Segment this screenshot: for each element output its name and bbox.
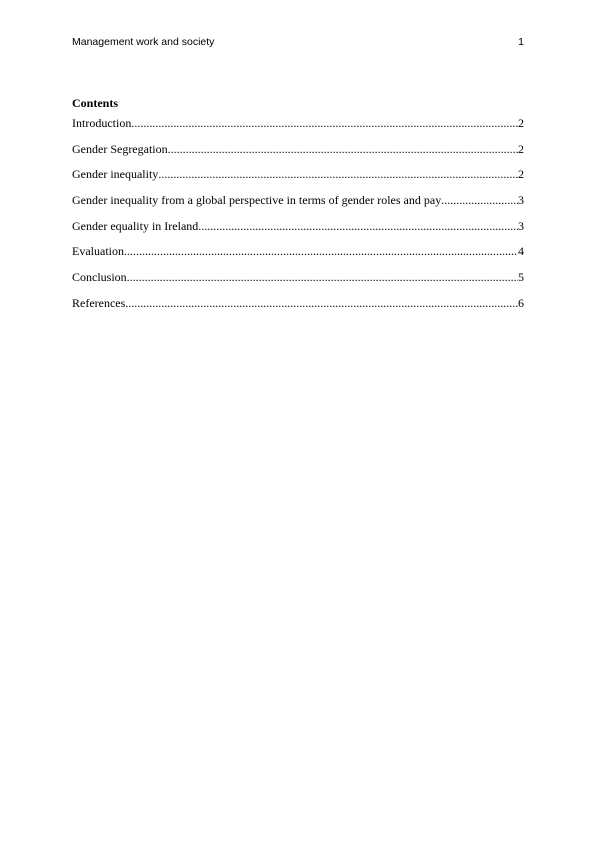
- toc-entry-label: Gender Segregation: [72, 141, 168, 156]
- toc-dot-leader: [125, 295, 518, 311]
- toc-entry-page: 2: [518, 116, 524, 130]
- table-of-contents: [72, 95, 524, 321]
- toc-entry-introduction[interactable]: [72, 115, 524, 131]
- toc-entry-label: Evaluation: [72, 244, 124, 259]
- header-page-number: 1: [518, 36, 524, 48]
- toc-entry-label: Gender inequality: [72, 167, 159, 182]
- toc-heading: Contents: [72, 96, 119, 110]
- toc-entry-page: 5: [518, 270, 524, 285]
- toc-entry-gender-equality-ireland[interactable]: [72, 218, 524, 234]
- toc-entry-gender-inequality[interactable]: [72, 166, 524, 182]
- toc-dot-leader: [441, 192, 518, 208]
- toc-dot-leader: [131, 115, 518, 131]
- header-title: Management work and society: [72, 36, 215, 48]
- toc-entry-page: 6: [518, 295, 524, 310]
- toc-entry-gender-segregation[interactable]: [72, 141, 524, 157]
- page-header: [72, 36, 524, 50]
- toc-entry-page: 2: [518, 141, 524, 156]
- toc-dot-leader: [198, 218, 518, 234]
- toc-entry-label: Gender equality in Ireland: [72, 218, 199, 233]
- toc-entry-global-perspective[interactable]: [72, 192, 524, 208]
- toc-entry-label: References: [72, 295, 126, 310]
- toc-entry-page: 4: [518, 244, 524, 259]
- toc-entry-page: 3: [518, 218, 524, 233]
- toc-entry-evaluation[interactable]: [72, 243, 524, 259]
- toc-dot-leader: [158, 166, 518, 182]
- toc-dot-leader: [124, 243, 518, 259]
- toc-dot-leader: [168, 141, 518, 157]
- toc-dot-leader: [127, 269, 518, 285]
- toc-entry-label: Introduction: [72, 116, 132, 130]
- toc-entry-label: Conclusion: [72, 270, 127, 285]
- toc-entry-references[interactable]: [72, 295, 524, 311]
- toc-entry-page: 2: [518, 167, 524, 182]
- toc-entry-conclusion[interactable]: [72, 269, 524, 285]
- toc-entry-page: 3: [518, 193, 524, 208]
- toc-entry-label: Gender inequality from a global perspective in terms of gender roles and pay: [72, 193, 442, 208]
